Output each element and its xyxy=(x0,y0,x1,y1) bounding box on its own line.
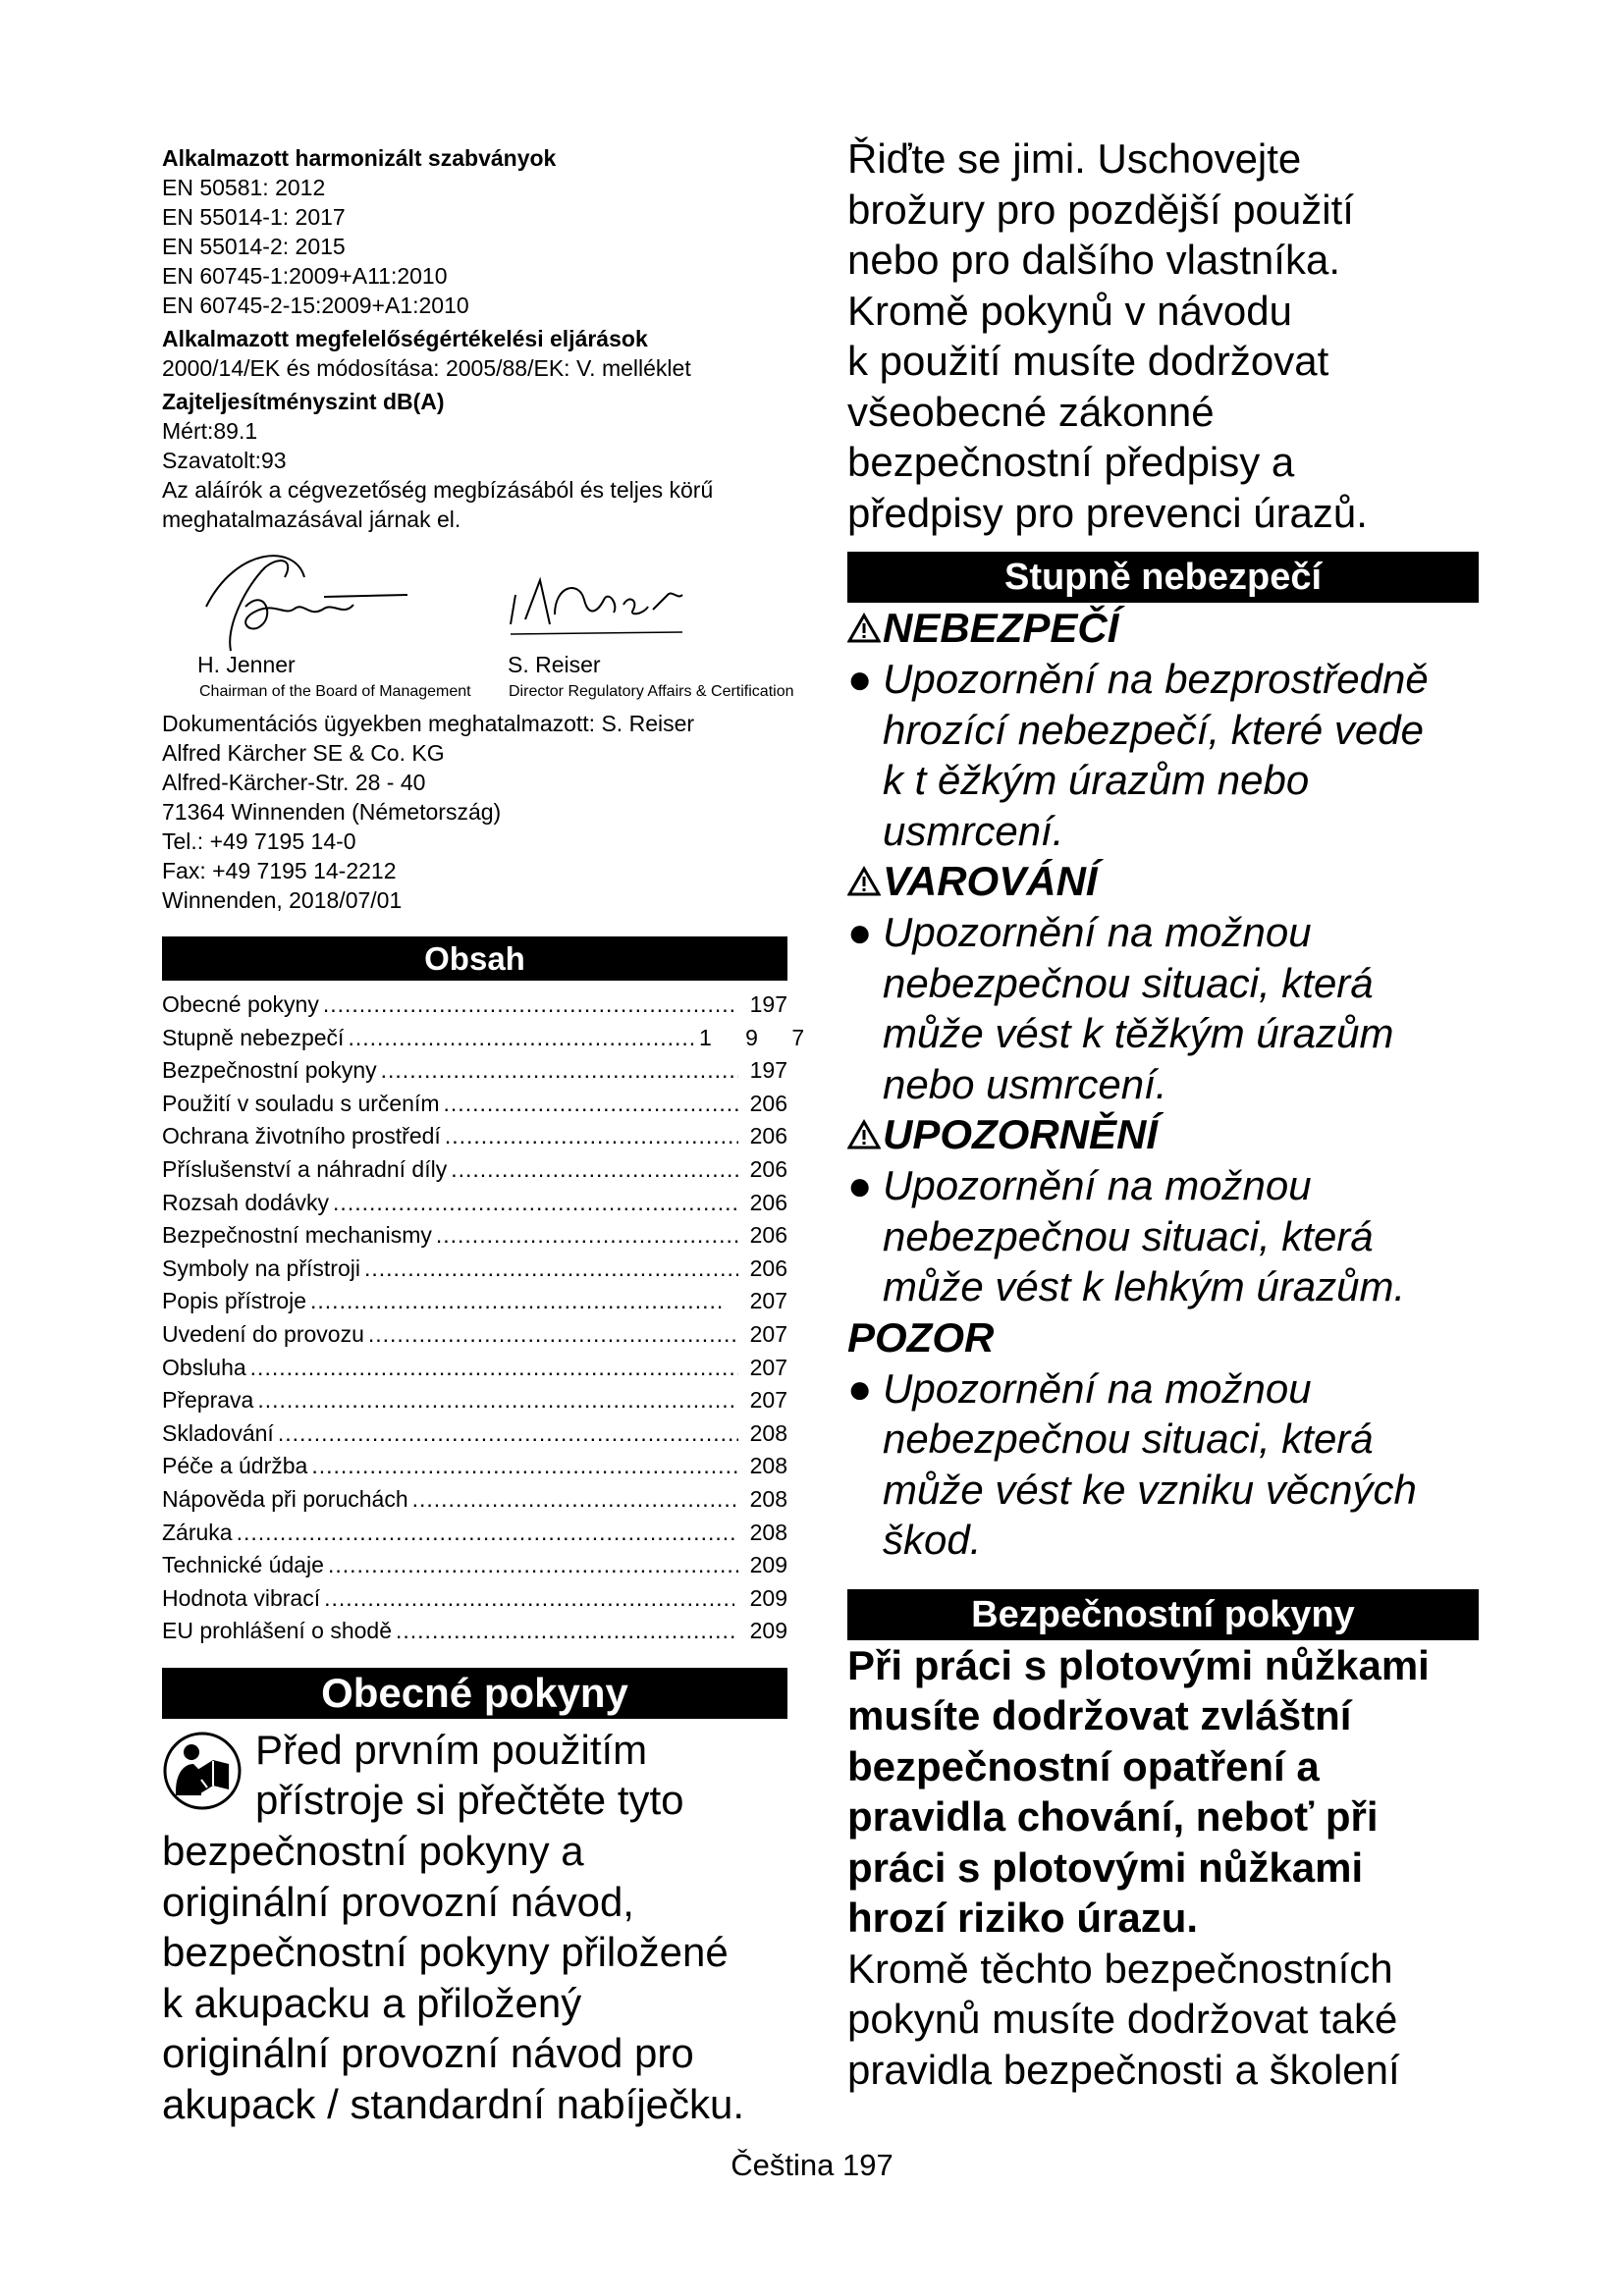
jenner-signature-image xyxy=(177,548,412,656)
general-text-line: přístroje si přečtěte tyto xyxy=(255,1777,684,1824)
intro-line: bezpečnostní předpisy a xyxy=(847,439,1295,485)
toc-item-title: Příslušenství a náhradní díly xyxy=(162,1155,448,1182)
toc-item[interactable] xyxy=(162,1219,787,1253)
toc-item[interactable] xyxy=(162,1549,787,1582)
toc-leader-dots xyxy=(451,1153,738,1187)
signers-note: meghatalmazásával járnak el. xyxy=(162,507,461,532)
caution-line: může vést k lehkým úrazům. xyxy=(883,1263,1406,1309)
warning-triangle-icon xyxy=(847,613,881,644)
toc-item[interactable] xyxy=(162,1054,787,1088)
standards-section xyxy=(162,143,787,534)
toc-item-title: Záruka xyxy=(162,1519,233,1545)
warning-line: může vést k těžkým úrazům xyxy=(883,1010,1394,1056)
signature-block xyxy=(162,548,794,700)
toc-item-title: Technické údaje xyxy=(162,1552,324,1578)
general-text-line: Před prvním použitím xyxy=(255,1726,648,1773)
general-text-line: k akupacku a přiložený xyxy=(162,1979,582,2026)
standards-heading: Alkalmazott harmonizált szabványok xyxy=(162,145,557,171)
toc-item-title: Obecné pokyny xyxy=(162,991,319,1017)
contact-line: Winnenden, 2018/07/01 xyxy=(162,887,403,913)
safety-bold-line: musíte dodržovat zvláštní xyxy=(847,1692,1352,1738)
toc-item[interactable] xyxy=(162,1187,787,1220)
note-title-text: POZOR xyxy=(847,1313,995,1361)
toc-item-page: 209 xyxy=(749,1584,787,1611)
intro-line: k použití musíte dodržovat xyxy=(847,338,1329,384)
toc-item-title: Přeprava xyxy=(162,1387,254,1414)
toc-item[interactable] xyxy=(162,1352,787,1385)
toc-item-title: Uvedení do provozu xyxy=(162,1320,364,1347)
general-notes-text xyxy=(162,1725,787,2130)
toc-item-page: 206 xyxy=(749,1155,787,1182)
toc-item-title: Bezpečnostní mechanismy xyxy=(162,1222,432,1249)
intro-line: Řiďte se jimi. Uschovejte xyxy=(847,135,1302,182)
toc-item[interactable] xyxy=(162,1417,787,1451)
general-text-line: bezpečnostní pokyny a xyxy=(162,1828,584,1875)
toc-leader-dots xyxy=(368,1318,738,1352)
safety-bold-line: bezpečnostní opatření a xyxy=(847,1742,1320,1789)
toc-item-page: 207 xyxy=(749,1387,787,1414)
toc-leader-dots xyxy=(250,1352,738,1385)
bullet-mark: ● xyxy=(847,1364,873,1412)
general-text-line: bezpečnostní pokyny přiložené xyxy=(162,1929,729,1976)
noise-heading: Zajteljesítményszint dB(A) xyxy=(162,389,445,414)
toc-leader-dots xyxy=(348,1022,695,1055)
hazard-levels-heading: Stupně nebezpečí xyxy=(847,552,1479,603)
standard-item: EN 55014-1: 2017 xyxy=(162,204,346,230)
note-description xyxy=(847,1363,1479,1566)
toc-item-title: Symboly na přístroji xyxy=(162,1255,360,1281)
noise-measured: Mért:89.1 xyxy=(162,418,258,444)
toc-leader-dots xyxy=(324,1582,734,1616)
toc-leader-dots xyxy=(364,1253,738,1286)
danger-line: Upozornění na bezprostředně xyxy=(883,656,1429,702)
bullet-mark: ● xyxy=(847,1162,873,1208)
toc-heading: Obsah xyxy=(162,936,787,981)
bullet-mark: ● xyxy=(847,909,873,955)
general-text-line: originální provozní návod pro xyxy=(162,2030,694,2077)
toc-item-page: 197 xyxy=(749,991,787,1017)
note-line: Upozornění na možnou xyxy=(883,1364,1312,1412)
safety-bold-line: pravidla chování, neboť při xyxy=(847,1793,1379,1840)
toc-item-title: Stupně nebezpečí xyxy=(162,1024,345,1050)
toc-item-page: 207 xyxy=(749,1320,787,1347)
signer-left-title: Chairman of the Board of Management xyxy=(199,683,471,700)
toc-item[interactable] xyxy=(162,988,787,1022)
toc-item[interactable] xyxy=(162,1318,787,1352)
caution-line: Upozornění na možnou xyxy=(883,1162,1312,1208)
toc-leader-dots xyxy=(323,988,738,1022)
toc-item-page: 209 xyxy=(749,1552,787,1578)
caution-description xyxy=(847,1160,1479,1312)
general-text-line: originální provozní návod, xyxy=(162,1878,634,1925)
toc-item-title: EU prohlášení o shodě xyxy=(162,1618,392,1644)
signer-right-title: Director Regulatory Affairs & Certification xyxy=(509,683,794,700)
toc-item[interactable] xyxy=(162,1088,787,1121)
toc-item[interactable] xyxy=(162,1615,787,1648)
contact-line: Dokumentációs ügyekben meghatalmazott: S. Reiser xyxy=(162,711,695,736)
warning-line: nebezpečnou situaci, která xyxy=(883,959,1374,1006)
intro-line: nebo pro dalšího vlastníka. xyxy=(847,237,1340,283)
intro-text xyxy=(847,133,1479,538)
toc-item[interactable] xyxy=(162,1153,787,1187)
intro-line: předpisy pro prevenci úrazů. xyxy=(847,489,1368,536)
footer-language: Čeština xyxy=(731,2148,835,2182)
noise-guaranteed: Szavatolt:93 xyxy=(162,448,287,473)
conformity-heading: Alkalmazott megfelelőségértékelési eljárások xyxy=(162,326,648,351)
toc-leader-dots xyxy=(445,1120,738,1153)
caution-line: nebezpečnou situaci, která xyxy=(883,1212,1374,1259)
bullet-mark: ● xyxy=(847,656,873,702)
toc-item-title: Ochrana životního prostředí xyxy=(162,1123,441,1149)
safety-line: pravidla bezpečnosti a školení xyxy=(847,2046,1400,2093)
general-text-line: akupack / standardní nabíječku. xyxy=(162,2081,745,2128)
toc-item-page: 207 xyxy=(749,1288,787,1314)
safety-line: Kromě těchto bezpečnostních xyxy=(847,1945,1393,1992)
intro-line: všeobecné zákonné xyxy=(847,388,1215,435)
contact-section xyxy=(162,709,787,915)
standard-item: EN 50581: 2012 xyxy=(162,175,326,200)
safety-bold-text xyxy=(847,1640,1479,1944)
toc-item-page: 207 xyxy=(749,1354,787,1380)
caution-title-text: UPOZORNĚNÍ xyxy=(883,1111,1159,1157)
safety-line: pokynů musíte dodržovat také xyxy=(847,1996,1398,2042)
left-column xyxy=(162,143,819,2130)
toc-item-page: 206 xyxy=(749,1123,787,1149)
toc-item[interactable] xyxy=(162,1582,787,1616)
toc-item-page: 206 xyxy=(749,1090,787,1116)
toc-item-title: Bezpečnostní pokyny xyxy=(162,1057,377,1084)
danger-line: k t ěžkým úrazům nebo xyxy=(883,757,1310,803)
toc-item-page: 208 xyxy=(749,1419,787,1446)
toc-item-page: 209 xyxy=(749,1618,787,1644)
toc-item[interactable] xyxy=(162,1285,787,1318)
toc-leader-dots xyxy=(333,1187,738,1220)
safety-bold-line: Při práci s plotovými nůžkami xyxy=(847,1641,1430,1688)
warning-triangle-icon xyxy=(847,866,881,897)
danger-title-text: NEBEZPEČÍ xyxy=(883,605,1119,651)
safety-bold-line: hrozí riziko úrazu. xyxy=(847,1895,1199,1941)
standard-item: EN 55014-2: 2015 xyxy=(162,234,346,259)
note-title xyxy=(847,1312,1479,1363)
contact-line: Alfred-Kärcher-Str. 28 - 40 xyxy=(162,770,426,795)
toc-item-title: Obsluha xyxy=(162,1354,246,1380)
toc-item[interactable] xyxy=(162,1384,787,1417)
general-notes-heading: Obecné pokyny xyxy=(162,1668,787,1719)
signers-note: Az aláírók a cégvezetőség megbízásából és teljes körű xyxy=(162,477,714,503)
caution-title xyxy=(847,1109,1479,1160)
table-of-contents xyxy=(162,988,819,1648)
warning-line: nebo usmrcení. xyxy=(883,1060,1167,1107)
toc-item-page: 208 xyxy=(749,1485,787,1512)
toc-leader-dots xyxy=(444,1088,738,1121)
toc-leader-dots xyxy=(328,1549,738,1582)
warning-description xyxy=(847,907,1479,1109)
warning-line: Upozornění na možnou xyxy=(883,909,1312,955)
toc-leader-dots xyxy=(412,1483,738,1517)
toc-leader-dots xyxy=(311,1450,738,1483)
intro-line: brožury pro pozdější použití xyxy=(847,186,1354,233)
standard-item: EN 60745-2-15:2009+A1:2010 xyxy=(162,293,469,318)
signer-right-name: S. Reiser xyxy=(508,652,601,677)
safety-text xyxy=(847,1944,1479,2096)
danger-line: usmrcení. xyxy=(883,807,1064,854)
signer-left-name: H. Jenner xyxy=(197,652,296,677)
contact-line: Tel.: +49 7195 14-0 xyxy=(162,828,356,854)
footer-page-number: 197 xyxy=(842,2148,893,2182)
toc-leader-dots xyxy=(310,1285,725,1318)
toc-leader-dots xyxy=(237,1517,738,1550)
danger-description xyxy=(847,654,1479,856)
toc-item-title: Péče a údržba xyxy=(162,1453,308,1479)
danger-line: hrozící nebezpečí, které vede xyxy=(883,706,1424,753)
warning-triangle-icon xyxy=(847,1119,881,1150)
toc-item-page: 206 xyxy=(749,1255,787,1281)
safety-bold-line: práci s plotovými nůžkami xyxy=(847,1843,1364,1891)
toc-item-title: Skladování xyxy=(162,1419,274,1446)
note-line: může vést ke vzniku věcných xyxy=(883,1466,1417,1513)
toc-item-page: 1 9 7 xyxy=(699,1024,819,1050)
toc-item[interactable] xyxy=(162,1120,787,1153)
toc-item-title: Použití v souladu s určením xyxy=(162,1090,440,1116)
toc-item[interactable] xyxy=(162,1483,787,1517)
toc-item[interactable] xyxy=(162,1022,819,1055)
warning-title-text: VAROVÁNÍ xyxy=(883,858,1098,904)
toc-item-page: 208 xyxy=(749,1519,787,1545)
contact-line: 71364 Winnenden (Németország) xyxy=(162,799,502,825)
toc-leader-dots xyxy=(381,1054,738,1088)
contact-line: Fax: +49 7195 14-2212 xyxy=(162,858,397,883)
contact-line: Alfred Kärcher SE & Co. KG xyxy=(162,740,445,766)
intro-line: Kromě pokynů v návodu xyxy=(847,287,1292,334)
toc-item[interactable] xyxy=(162,1517,787,1550)
toc-leader-dots xyxy=(278,1417,738,1451)
toc-item-page: 206 xyxy=(749,1222,787,1249)
standard-item: EN 60745-1:2009+A11:2010 xyxy=(162,263,448,289)
toc-leader-dots xyxy=(396,1615,734,1648)
reiser-signature-image xyxy=(501,565,687,639)
toc-item-page: 197 xyxy=(749,1057,787,1084)
conformity-text: 2000/14/EK és módosítása: 2005/88/EK: V. melléklet xyxy=(162,355,691,381)
note-line: škod. xyxy=(883,1517,982,1563)
safety-instructions-heading: Bezpečnostní pokyny xyxy=(847,1589,1479,1640)
toc-item[interactable] xyxy=(162,1450,787,1483)
toc-item-page: 206 xyxy=(749,1189,787,1215)
danger-title xyxy=(847,603,1479,654)
toc-item-page: 208 xyxy=(749,1453,787,1479)
read-manual-icon xyxy=(162,1731,243,1811)
right-column xyxy=(847,133,1479,2095)
page-footer xyxy=(0,2148,1624,2183)
toc-item-title: Popis přístroje xyxy=(162,1288,307,1314)
toc-leader-dots xyxy=(257,1384,738,1417)
toc-item-title: Rozsah dodávky xyxy=(162,1189,330,1215)
toc-item-title: Nápověda při poruchách xyxy=(162,1485,408,1512)
toc-leader-dots xyxy=(436,1219,738,1253)
toc-item[interactable] xyxy=(162,1253,787,1286)
toc-item-title: Hodnota vibrací xyxy=(162,1584,321,1611)
note-line: nebezpečnou situaci, která xyxy=(883,1415,1374,1462)
warning-title xyxy=(847,856,1479,907)
